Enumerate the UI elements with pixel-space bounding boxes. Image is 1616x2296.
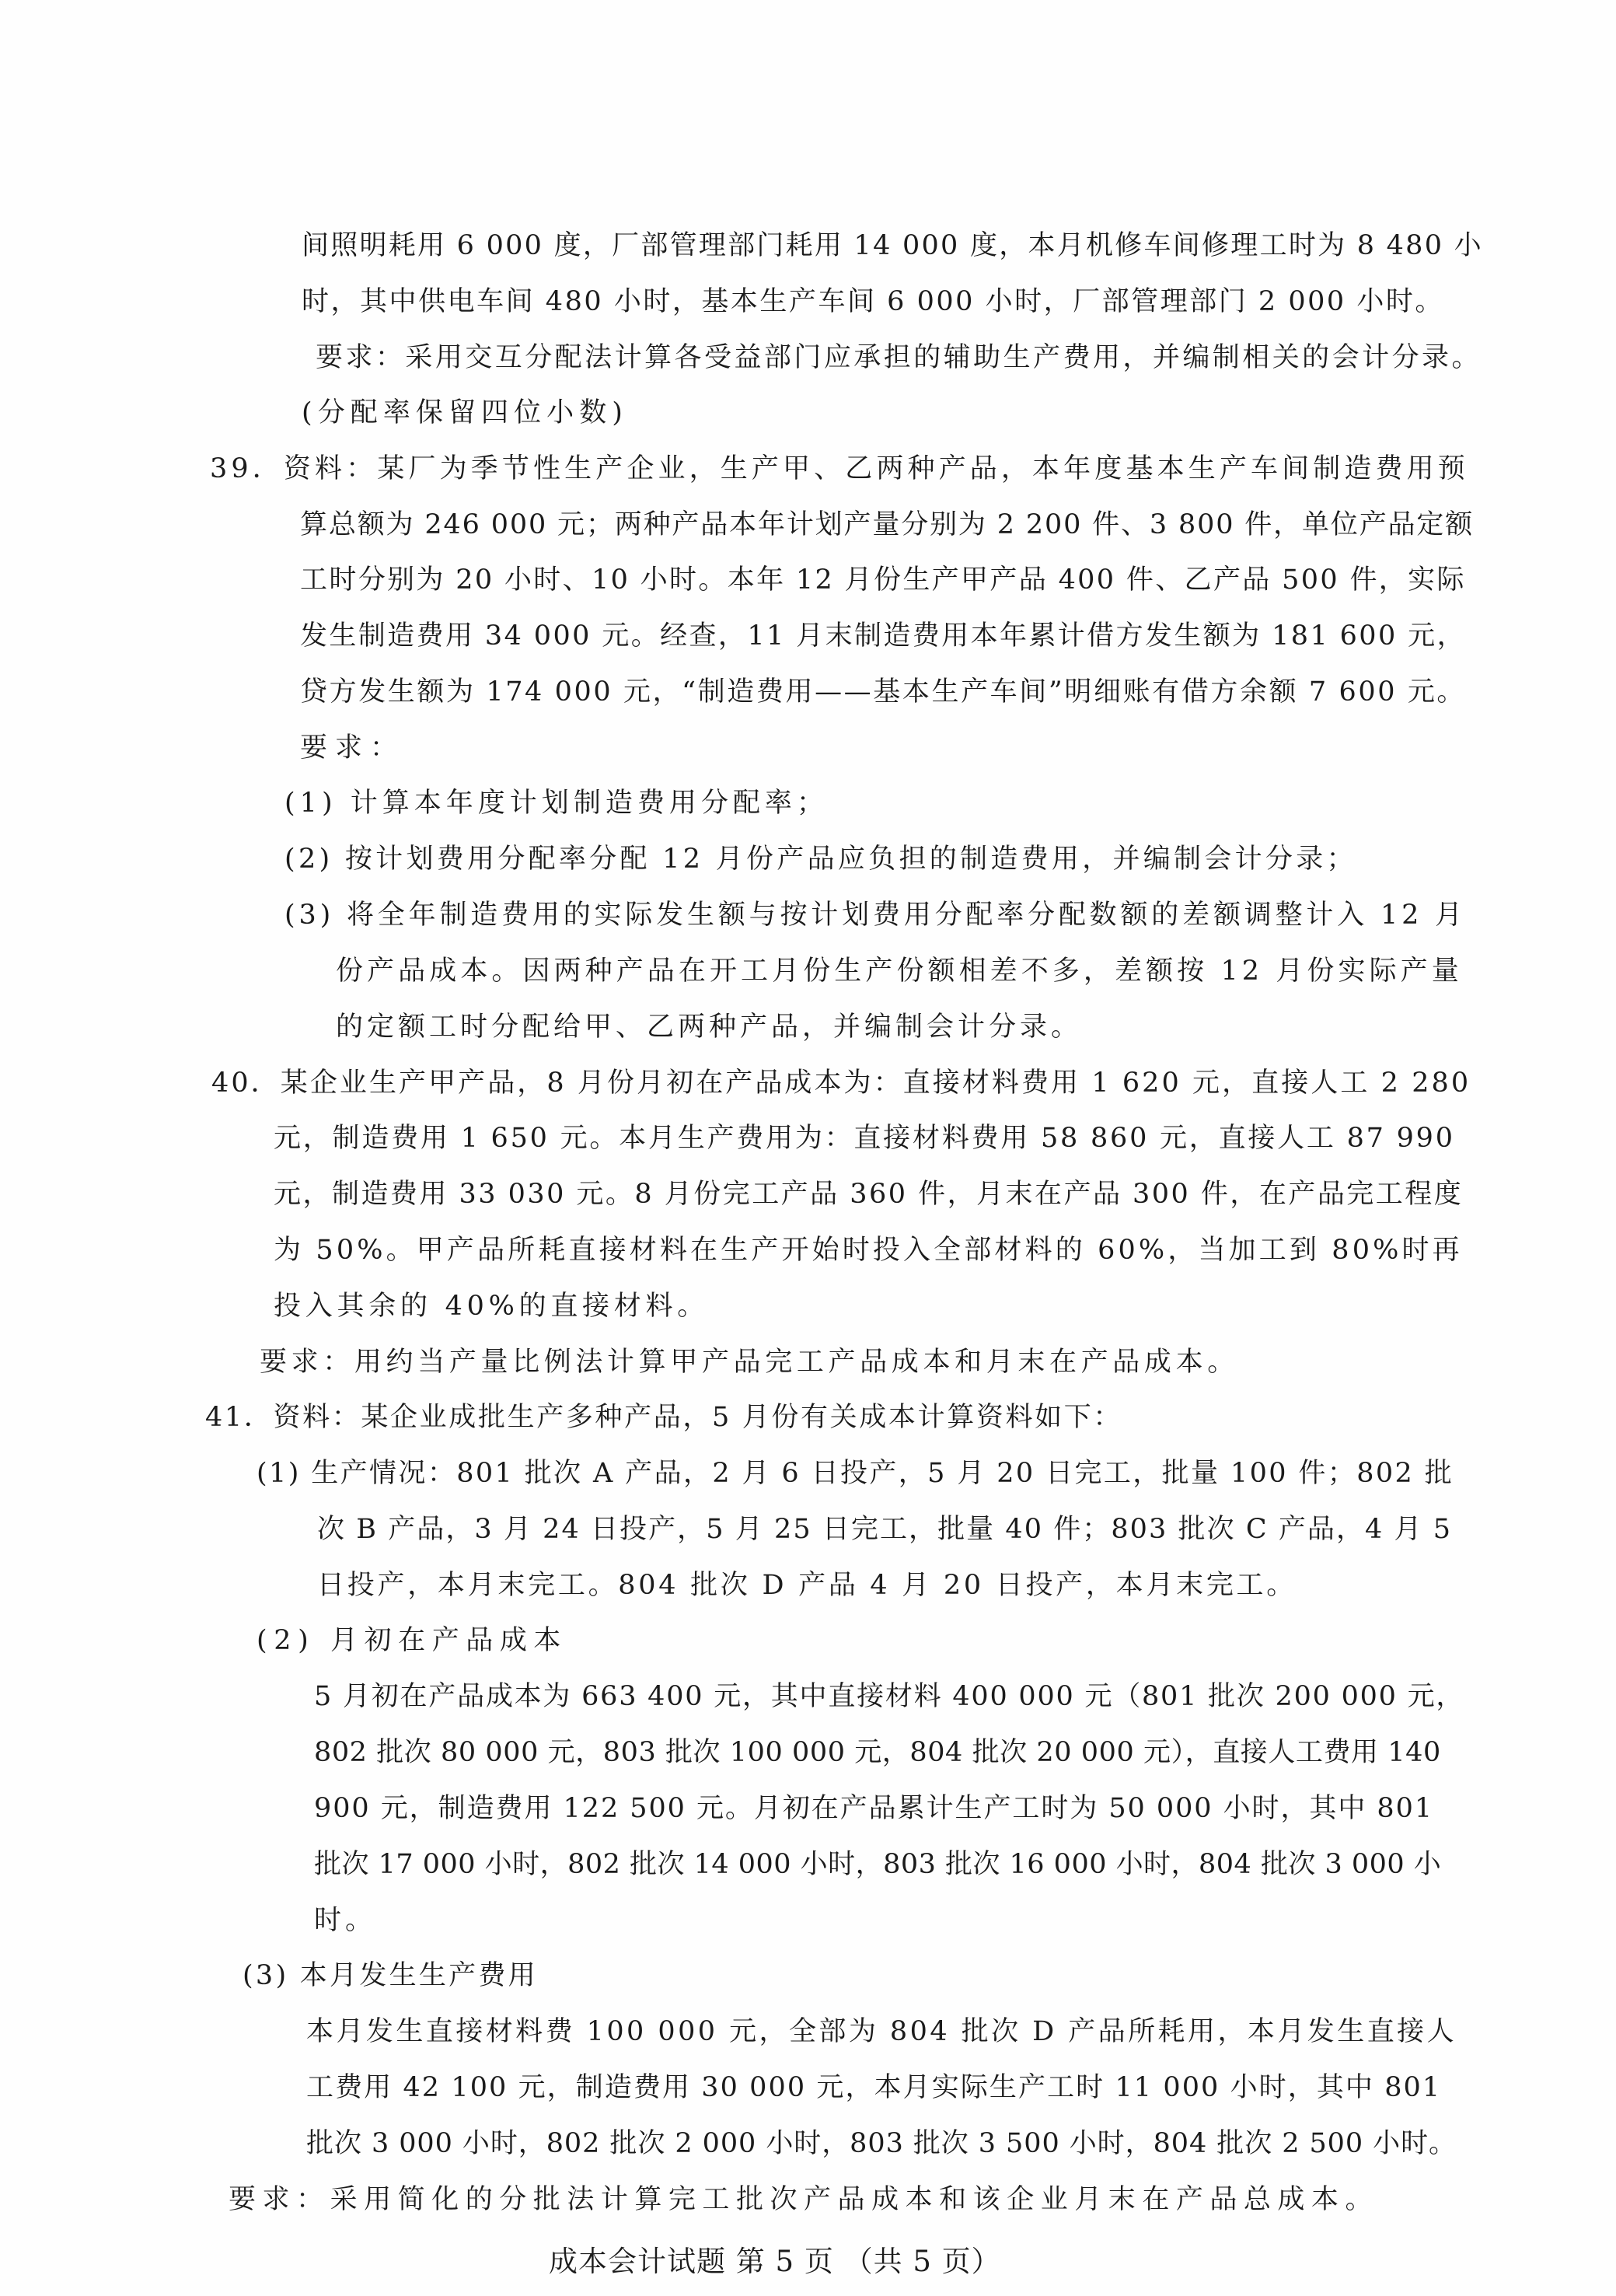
- text-line: (2) 按计划费用分配率分配 12 月份产品应负担的制造费用，并编制会计分录；: [284, 844, 1357, 875]
- text-line: 5 月初在产品成本为 663 400 元，其中直接材料 400 000 元（801 批次 200 000 元，: [314, 1681, 1465, 1712]
- text-line: 900 元，制造费用 122 500 元。月初在产品累计生产工时为 50 000 小时，其中 801: [314, 1793, 1434, 1824]
- text-line: 日投产，本月末完工。804 批次 D 产品 4 月 20 日投产，本月末完工。: [317, 1570, 1297, 1601]
- page-footer: 成本会计试题 第 5 页 （共 5 页）: [549, 2245, 1001, 2278]
- text-line: 批次 3 000 小时，802 批次 2 000 小时，803 批次 3 500 小时，804 批次 2 500 小时。: [306, 2128, 1457, 2159]
- text-line: 批次 17 000 小时，802 批次 14 000 小时，803 批次 16 000 小时，804 批次 3 000 小: [314, 1849, 1442, 1880]
- text-line: (1) 生产情况：801 批次 A 产品，2 月 6 日投产，5 月 20 日完工，批量 100 件；802 批: [257, 1458, 1454, 1489]
- text-line: 要求：: [300, 732, 406, 764]
- text-line: 间照明耗用 6 000 度，厂部管理部门耗用 14 000 度，本月机修车间修理工时为 8 480 小: [302, 230, 1483, 261]
- text-line: (3) 将全年制造费用的实际发生额与按计划费用分配率分配数额的差额调整计入 12 月: [284, 900, 1466, 931]
- text-line: 本月发生直接材料费 100 000 元，全部为 804 批次 D 产品所耗用，本月发生直接人: [306, 2016, 1457, 2047]
- text-line: 时，其中供电车间 480 小时，基本生产车间 6 000 小时，厂部管理部门 2 000 小时。: [302, 286, 1444, 317]
- text-line: 40．某企业生产甲产品，8 月份月初在产品成本为：直接材料费用 1 620 元，直接人工 2 280: [211, 1068, 1471, 1099]
- text-line: 39．资料：某厂为季节性生产企业，生产甲、乙两种产品，本年度基本生产车间制造费用预: [210, 453, 1469, 484]
- text-line: (1) 计算本年度计划制造费用分配率；: [284, 788, 829, 819]
- text-line: (2) 月初在产品成本: [257, 1625, 567, 1656]
- text-line: 贷方发生额为 174 000 元，“制造费用——基本生产车间”明细账有借方余额 7 600 元。: [300, 676, 1467, 708]
- text-line: 的定额工时分配给甲、乙两种产品，并编制会计分录。: [336, 1012, 1083, 1043]
- text-line: 要求：采用交互分配法计算各受益部门应承担的辅助生产费用，并编制相关的会计分录。: [316, 342, 1482, 373]
- text-line: 为 50%。甲产品所耗直接材料在生产开始时投入全部材料的 60%，当加工到 80%时再: [274, 1235, 1463, 1266]
- text-line: 要求：采用简化的分批法计算完工批次产品成本和该企业月末在产品总成本。: [229, 2184, 1380, 2215]
- text-line: (分配率保留四位小数): [302, 397, 628, 428]
- text-line: 算总额为 246 000 元；两种产品本年计划产量分别为 2 200 件、3 800 件，单位产品定额: [300, 509, 1475, 540]
- text-line: 投入其余的 40%的直接材料。: [274, 1291, 710, 1322]
- text-line: 41．资料：某企业成批生产多种产品，5 月份有关成本计算资料如下：: [205, 1402, 1123, 1433]
- text-line: 工费用 42 100 元，制造费用 30 000 元，本月实际生产工时 11 000 小时，其中 801: [306, 2072, 1442, 2103]
- text-line: (3) 本月发生生产费用: [243, 1960, 538, 1991]
- text-line: 元，制造费用 1 650 元。本月生产费用为：直接材料费用 58 860 元，直接人工 87 990: [274, 1123, 1455, 1154]
- text-line: 元，制造费用 33 030 元。8 月份完工产品 360 件，月末在产品 300 件，在产品完工程度: [274, 1179, 1464, 1210]
- text-line: 份产品成本。因两种产品在开工月份生产份额相差不多，差额按 12 月份实际产量: [336, 956, 1463, 987]
- text-line: 要求：用约当产量比例法计算甲产品完工产品成本和月末在产品成本。: [260, 1347, 1239, 1378]
- text-line: 时。: [314, 1905, 376, 1936]
- text-line: 发生制造费用 34 000 元。经查，11 月末制造费用本年累计借方发生额为 181 600 元，: [300, 620, 1466, 652]
- text-line: 工时分别为 20 小时、10 小时。本年 12 月份生产甲产品 400 件、乙产品 500 件，实际: [300, 564, 1466, 596]
- text-line: 802 批次 80 000 元，803 批次 100 000 元，804 批次 20 000 元），直接人工费用 140: [314, 1737, 1441, 1768]
- text-line: 次 B 产品，3 月 24 日投产，5 月 25 日完工，批量 40 件；803 批次 C 产品，4 月 5: [317, 1514, 1453, 1545]
